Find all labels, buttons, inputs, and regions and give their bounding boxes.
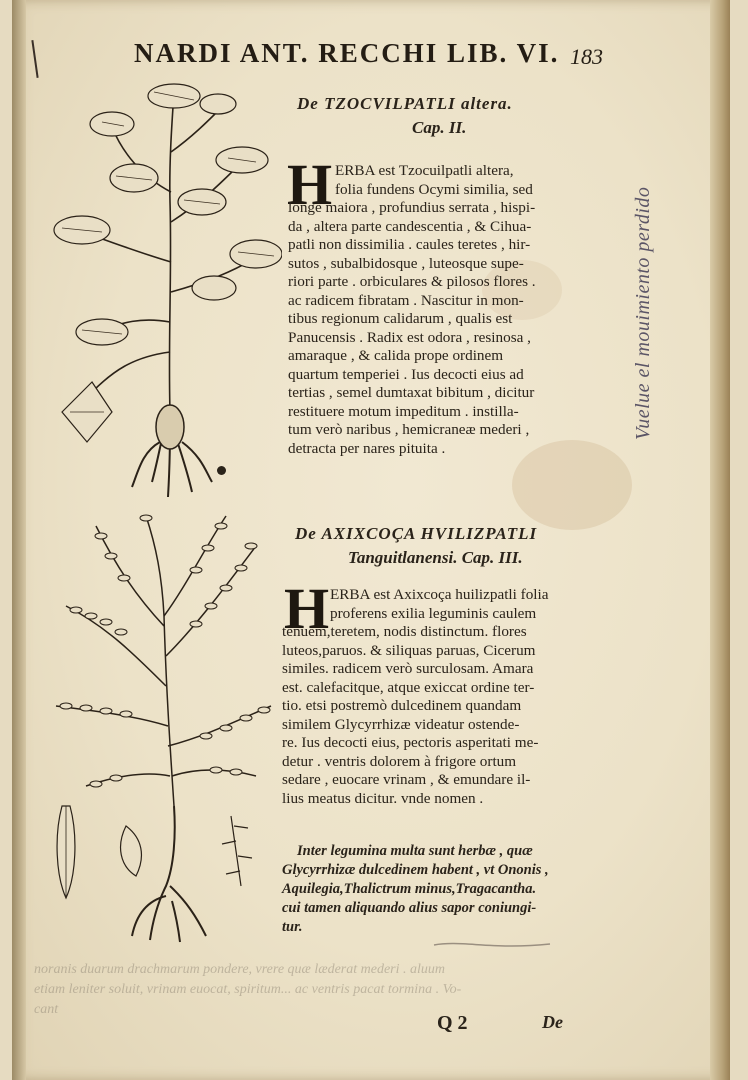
catchword: De — [542, 1012, 563, 1032]
ornament-flourish — [432, 938, 552, 952]
signature-mark: Q 2 — [437, 1012, 468, 1034]
text-line: tio. etsi postremò dulcedinem quandam — [282, 697, 522, 714]
text-line: ERBA est Axixcoça huilizpatli folia — [330, 586, 549, 603]
axixcoca-woodcut — [36, 506, 276, 946]
show-through-line: noranis duarum drachmarum pondere, vrere quæ læderat mederi . aluum — [34, 962, 446, 977]
text-line: tertias , semel dumtaxat bibitum , dicitur — [288, 384, 535, 401]
text-line: patli non dissimilia . caules teretes , hir- — [288, 236, 531, 253]
show-through-text — [34, 960, 594, 1020]
page-edge — [710, 0, 730, 1080]
chapter1-dropcap: H — [287, 152, 333, 217]
page-number: 183 — [570, 44, 603, 69]
text-line: tenuem,teretem, nodis distinctum. flores — [282, 623, 527, 640]
annotation-note — [282, 842, 549, 937]
chapter2-dropcap: H — [284, 576, 330, 641]
show-through-line: cant — [34, 1002, 59, 1017]
text-line: re. Ius decocti eius, pectoris asperitati me- — [282, 734, 539, 751]
text-line: amaraque , & calida prope ordinem — [288, 347, 504, 364]
text-line: da , altera parte candescentia , & Cihua- — [288, 217, 532, 235]
show-through-line: etiam leniter soluit, vrinam euocat, spiritum... ac ventris pacat tormina . Vo- — [34, 982, 462, 997]
text-line: similes. radicem verò surculosam. Amara — [282, 660, 534, 677]
gutter-shadow — [12, 0, 26, 1080]
text-line: Panucensis . Radix est odora , resinosa , — [288, 328, 531, 346]
text-line: sutos , subalbidosque , luteosque supe- — [288, 254, 524, 272]
tzocuilpatli-woodcut — [42, 82, 282, 502]
chapter2-title: De AXIXCOÇA HVILIZPATLI — [295, 524, 538, 543]
text-line: proferens exilia leguminis caulem — [330, 604, 537, 622]
chapter2-subtitle: Tanguitlanensi. Cap. III. — [348, 548, 523, 567]
text-line: quartum temperiei . Ius decocti eius ad — [288, 365, 524, 383]
note-line: Aquilegia,Thalictrum minus,Tragacantha. — [282, 881, 537, 897]
note-line: cui tamen aliquando alius sapor coniungi- — [282, 900, 537, 916]
text-line: luteos,paruos. & siliquas paruas, Cicerum — [282, 641, 536, 659]
note-line: Inter legumina multa sunt herbæ , quæ — [297, 843, 533, 859]
text-line: ac radicem fibratam . Nascitur in mon- — [288, 291, 524, 309]
text-line: sedare , euocare vrinam , & emundare il- — [282, 771, 531, 788]
ink-dot — [217, 466, 226, 475]
text-line: longè maiora , profundius serrata , hispi- — [288, 199, 536, 216]
note-line: tur. — [282, 919, 303, 935]
book-page — [12, 0, 730, 1080]
text-line: folia fundens Ocymi similia, sed — [335, 180, 533, 198]
text-line: est. calefacitque, atque exiccat ordine ter- — [282, 678, 535, 696]
text-line: detracta per nares pituita . — [288, 439, 446, 457]
text-line: detur . ventris dolorem à frigore ortum — [282, 752, 517, 770]
text-line: tum verò naribus , hemicraneæ mederi , — [288, 421, 530, 438]
text-line: ERBA est Tzocuilpatli altera, — [335, 162, 514, 179]
chapter1-title: De TZOCVILPATLI altera. — [297, 94, 513, 113]
text-line: tibus regionum calidarum , qualis est — [288, 310, 513, 327]
chapter2-text-cont — [282, 623, 538, 808]
chapter1-text — [335, 162, 533, 199]
text-line: restituere motum impeditum . instilla- — [288, 402, 519, 420]
chapter2-text — [330, 586, 549, 623]
text-line: lius meatus dicitur. vnde nomen . — [282, 789, 484, 807]
chapter1-cap: Cap. II. — [412, 118, 467, 137]
text-line: riori parte . orbiculares & pilosos flores . — [288, 273, 536, 290]
handwritten-margin-note: Vuelue el mouimiento perdido — [632, 186, 654, 440]
note-line: Glycyrrhizæ dulcedinem habent , vt Ononis , — [282, 862, 549, 878]
pencil-mark — [31, 40, 38, 78]
chapter1-text-cont — [288, 199, 536, 458]
text-line: similem Glycyrrhizæ videatur ostende- — [282, 715, 520, 733]
running-head: NARDI ANT. RECCHI LIB. VI. — [134, 38, 560, 68]
